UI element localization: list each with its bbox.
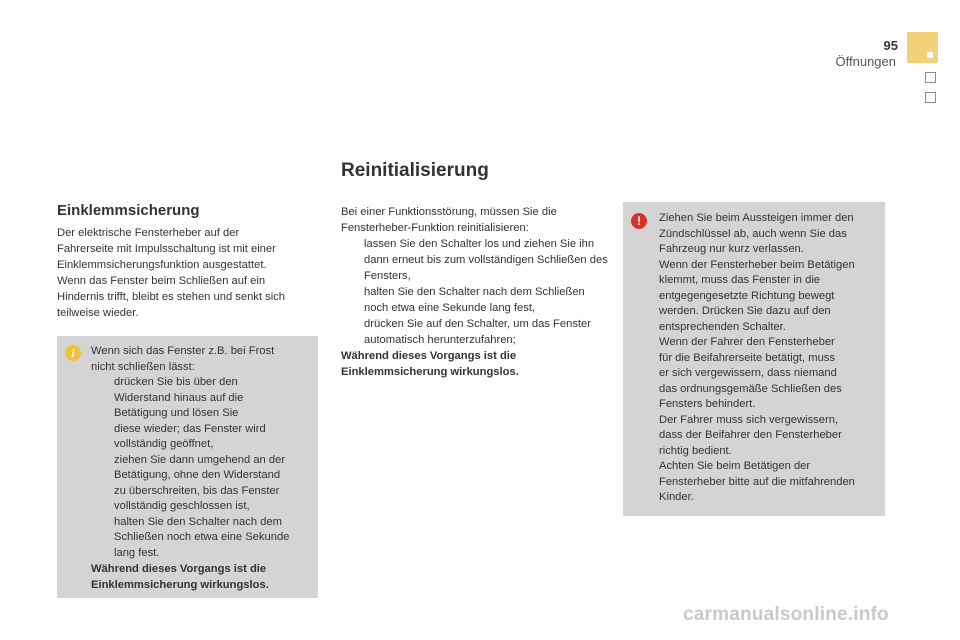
warning-box-content bbox=[659, 211, 883, 506]
reinit-note-line: Während dieses Vorgangs ist die bbox=[341, 350, 517, 362]
list-item bbox=[91, 453, 313, 515]
chapter-tab-active bbox=[907, 32, 938, 63]
text-line: er sich vergewissern, dass niemand bbox=[659, 367, 837, 379]
text-line: dass der Beifahrer den Fensterheber bbox=[659, 429, 842, 441]
info-box bbox=[57, 336, 318, 598]
text-line: Wenn das Fenster beim Schließen auf ein bbox=[57, 275, 266, 287]
text-line: ziehen Sie dann umgehend an der bbox=[114, 453, 286, 466]
text-line: Betätigung, ohne den Widerstand bbox=[114, 469, 281, 481]
text-line: werden. Drücken Sie dazu auf den bbox=[659, 305, 831, 317]
list-item bbox=[91, 375, 313, 453]
chapter-tab-2 bbox=[925, 72, 936, 83]
text-line: Ziehen Sie beim Aussteigen immer den bbox=[659, 212, 854, 224]
list-item bbox=[91, 515, 313, 562]
info-box-content bbox=[91, 344, 313, 593]
chapter-tab-3 bbox=[925, 92, 936, 103]
text-line: für die Beifahrerseite betätigt, muss bbox=[659, 351, 835, 364]
section-heading-einklemmsicherung: Einklemmsicherung bbox=[57, 202, 200, 219]
info-note-line: Einklemmsicherung wirkungslos. bbox=[91, 578, 269, 591]
text-line: Betätigung und lösen Sie bbox=[114, 407, 239, 419]
text-line: entgegengesetzte Richtung bewegt bbox=[659, 289, 835, 302]
list-item bbox=[341, 236, 611, 284]
text-line: Einklemmsicherungsfunktion ausgestattet. bbox=[57, 259, 267, 271]
text-line: Fensters behindert. bbox=[659, 398, 756, 410]
einklemm-paragraph bbox=[57, 225, 317, 321]
text-line: Wenn sich das Fenster z.B. bei Frost bbox=[91, 345, 275, 357]
text-line: halten Sie den Schalter nach dem bbox=[114, 515, 282, 528]
text-line: entsprechenden Schalter. bbox=[659, 320, 786, 333]
page-number: 95 bbox=[883, 38, 898, 53]
info-steps-list bbox=[91, 375, 313, 561]
text-line: Fensterheber bitte auf die mitfahrenden bbox=[659, 475, 855, 488]
text-line: zu überschreiten, bis das Fenster bbox=[114, 484, 280, 497]
text-line: richtig bedient. bbox=[659, 444, 732, 457]
reinit-intro: Bei einer Funktionsstörung, müssen Sie die Fensterheber-Funktion reinitialisieren: bbox=[341, 206, 557, 234]
text-line: drücken Sie bis über den bbox=[114, 376, 238, 388]
reinit-note-line: Einklemmsicherung wirkungslos. bbox=[341, 366, 519, 378]
text-line: vollständig geöffnet, bbox=[114, 438, 214, 450]
text-line: Fahrerseite mit Impulsschaltung ist mit einer bbox=[57, 243, 276, 255]
text-line: teilweise wieder. bbox=[57, 307, 139, 319]
text-line: diese wieder; das Fenster wird bbox=[114, 422, 266, 435]
text-line: Hindernis trifft, bleibt es stehen und senkt sich bbox=[57, 291, 286, 303]
list-item-text: drücken Sie auf den Schalter, um das Fenster automatisch herunterzufahren; bbox=[364, 318, 591, 346]
reinit-steps-list bbox=[341, 236, 611, 348]
text-line: lang fest. bbox=[114, 546, 160, 559]
section-heading-reinitialisierung: Reinitialisierung bbox=[341, 160, 489, 181]
info-note-line: Während dieses Vorgangs ist die bbox=[91, 563, 267, 575]
list-item-text: lassen Sie den Schalter los und ziehen Sie ihn dann erneut bis zum vollständigen Schließen des Fensters, bbox=[364, 238, 608, 282]
list-item bbox=[341, 316, 611, 348]
warning-box bbox=[623, 202, 885, 516]
text-line: Fahrzeug nur kurz verlassen. bbox=[659, 243, 804, 255]
text-line: Widerstand hinaus auf die bbox=[114, 391, 244, 404]
watermark-text: carmanualsonline.info bbox=[683, 604, 889, 625]
text-line: nicht schließen lässt: bbox=[91, 360, 195, 373]
list-item bbox=[341, 284, 611, 316]
text-line: das ordnungsgemäße Schließen des bbox=[659, 382, 842, 395]
text-line: vollständig geschlossen ist, bbox=[114, 500, 250, 512]
reinit-content bbox=[341, 204, 611, 380]
text-line: Der elektrische Fensterheber auf der bbox=[57, 227, 240, 239]
text-line: Zündschlüssel ab, auch wenn Sie das bbox=[659, 227, 847, 240]
text-line: Achten Sie beim Betätigen der bbox=[659, 460, 811, 472]
info-icon: i bbox=[65, 345, 81, 361]
tab-marker bbox=[927, 52, 933, 58]
text-line: Wenn der Fahrer den Fensterheber bbox=[659, 336, 835, 348]
text-line: Kinder. bbox=[659, 491, 694, 503]
text-line: klemmt, muss das Fenster in die bbox=[659, 274, 821, 286]
list-item-text: halten Sie den Schalter nach dem Schließen noch etwa eine Sekunde lang fest, bbox=[364, 286, 585, 314]
text-line: Wenn der Fensterheber beim Betätigen bbox=[659, 258, 855, 271]
text-line: Schließen noch etwa eine Sekunde bbox=[114, 531, 290, 543]
warning-icon: ! bbox=[631, 213, 647, 229]
chapter-title: Öffnungen bbox=[835, 54, 896, 69]
text-line: Der Fahrer muss sich vergewissern, bbox=[659, 413, 839, 426]
